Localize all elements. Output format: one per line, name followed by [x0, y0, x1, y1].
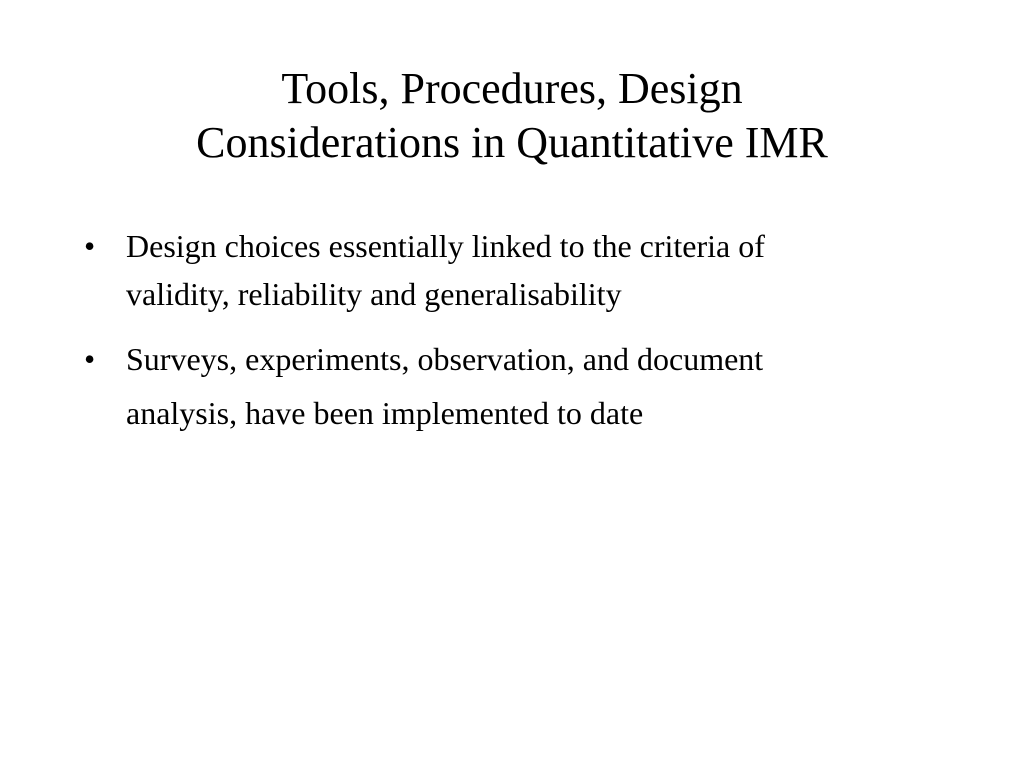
bullet-item-design-choices	[84, 222, 964, 318]
bullet-text-line-1: Design choices essentially linked to the criteria of	[126, 228, 765, 264]
bullet-icon: •	[84, 228, 96, 264]
bullet-text-line-2: analysis, have been implemented to date	[126, 395, 644, 431]
slide-title	[60, 62, 964, 170]
title-line-1: Tools, Procedures, Design	[281, 64, 743, 113]
title-line-2: Considerations in Quantitative IMR	[196, 118, 828, 167]
bullet-item-methods	[84, 332, 964, 440]
bullet-icon: •	[84, 341, 96, 377]
bullet-text-line-1: Surveys, experiments, observation, and document	[126, 341, 764, 377]
bullet-list	[84, 222, 964, 454]
bullet-text-line-2: validity, reliability and generalisability	[126, 276, 622, 312]
